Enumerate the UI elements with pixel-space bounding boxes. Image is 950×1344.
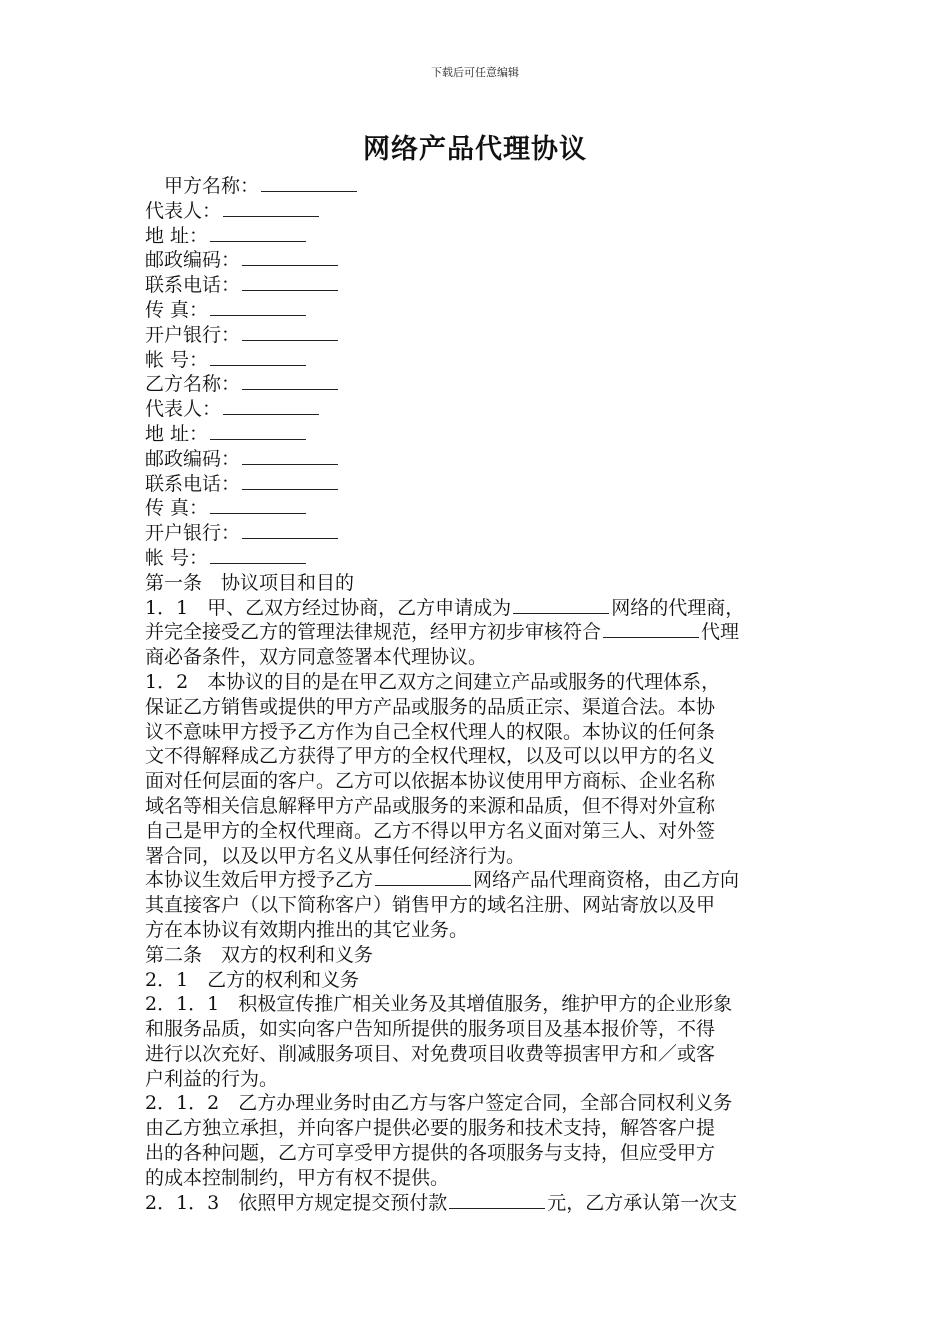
party-b-bank-label: 开户银行：	[145, 522, 241, 545]
party-a-rep-label: 代表人：	[145, 199, 222, 222]
document-body	[145, 174, 810, 1215]
party-a-account-label: 帐 号：	[145, 348, 209, 371]
clause-text: 并完全接受乙方的管理法律规范，经甲方初步审核符合	[145, 621, 602, 644]
blank-field	[242, 448, 338, 465]
section-2-1-heading: 2．1 乙方的权利和义务	[145, 968, 360, 991]
clause-text: 元，乙方承认第一次支	[547, 1191, 738, 1214]
clause-2-1-1-line-1: 2．1．1 积极宣传推广相关业务及其增值服务，维护甲方的企业形象	[145, 993, 733, 1016]
clause-1-2-line-5: 面对任何层面的客户。乙方可以依据本协议使用甲方商标、企业名称	[145, 770, 716, 793]
clause-text: 本协议生效后甲方授予乙方	[145, 869, 374, 892]
blank-field	[375, 869, 471, 886]
clause-1-2-line-2: 保证乙方销售或提供的甲方产品或服务的品质正宗、渠道合法。本协	[145, 695, 716, 718]
party-b-phone-label: 联系电话：	[145, 472, 241, 495]
party-b-rep-label: 代表人：	[145, 398, 222, 421]
party-a-fax-label: 传 真：	[145, 298, 209, 321]
party-b-rep-line	[145, 397, 810, 422]
blank-field	[210, 299, 306, 316]
party-a-phone-line	[145, 273, 810, 298]
party-a-bank-line	[145, 323, 810, 348]
party-a-postcode-line	[145, 248, 810, 273]
clause-1-2-line-3: 议不意味甲方授予乙方作为自己全权代理人的权限。本协议的任何条	[145, 720, 716, 743]
blank-field	[513, 597, 609, 614]
blank-field	[242, 373, 338, 390]
clause-1-1-line-3: 商必备条件，双方同意签署本代理协议。	[145, 646, 488, 669]
clause-1-2-line-8: 署合同，以及以甲方名义从事任何经济行为。	[145, 844, 526, 867]
clause-2-1-1-line-2: 和服务品质，如实向客户告知所提供的服务项目及基本报价等，不得	[145, 1018, 716, 1041]
blank-field	[210, 547, 306, 564]
party-a-name-line	[145, 174, 810, 199]
clause-2-1-2-line-3: 出的各种问题，乙方可享受甲方提供的各项服务与支持，但应受甲方	[145, 1142, 716, 1165]
clause-2-1-2-line-2: 由乙方独立承担，并向客户提供必要的服务和技术支持，解答客户提	[145, 1117, 716, 1140]
article-1-heading: 第一条 协议项目和目的	[145, 571, 355, 594]
party-b-name-label: 乙方名称：	[145, 373, 241, 396]
grant-line-1	[145, 868, 810, 893]
blank-field	[223, 398, 319, 415]
clause-2-1-2-line-1: 2．1．2 乙方办理业务时由乙方与客户签定合同，全部合同权利义务	[145, 1092, 733, 1115]
clause-1-2-line-1: 1．2 本协议的目的是在甲乙双方之间建立产品或服务的代理体系，	[145, 670, 721, 693]
blank-field	[210, 497, 306, 514]
party-a-address-label: 地 址：	[145, 224, 209, 247]
party-b-address-label: 地 址：	[145, 422, 209, 445]
clause-text: 网络的代理商，	[611, 596, 745, 619]
clause-text: 代理	[701, 621, 740, 644]
party-b-postcode-line	[145, 447, 810, 472]
party-b-phone-line	[145, 472, 810, 497]
party-b-bank-line	[145, 521, 810, 546]
clause-text: 2．1．3 依照甲方规定提交预付款	[145, 1191, 448, 1214]
clause-2-1-2-line-4: 的成本控制制约，甲方有权不提供。	[145, 1166, 450, 1189]
party-b-address-line	[145, 422, 810, 447]
blank-field	[242, 324, 338, 341]
blank-field	[210, 349, 306, 366]
blank-field	[223, 200, 319, 217]
blank-field	[449, 1192, 545, 1209]
clause-1-2-line-6: 域名等相关信息解释甲方产品或服务的来源和品质，但不得对外宣称	[145, 794, 716, 817]
party-a-rep-line	[145, 199, 810, 224]
clause-text: 网络产品代理商资格，由乙方向	[473, 869, 740, 892]
blank-field	[242, 274, 338, 291]
party-b-postcode-label: 邮政编码：	[145, 447, 241, 470]
document-title: 网络产品代理协议	[363, 134, 587, 165]
party-b-account-line	[145, 546, 810, 571]
party-a-account-line	[145, 348, 810, 373]
party-a-name-label: 甲方名称：	[164, 175, 260, 197]
party-a-postcode-label: 邮政编码：	[145, 249, 241, 272]
clause-2-1-1-line-3: 进行以次充好、削减服务项目、对免费项目收费等损害甲方和／或客	[145, 1042, 716, 1065]
clause-2-1-3-line-1	[145, 1191, 810, 1216]
party-a-bank-label: 开户银行：	[145, 323, 241, 346]
party-b-name-line	[145, 372, 810, 397]
blank-field	[603, 621, 699, 638]
blank-field	[242, 249, 338, 266]
blank-field	[242, 522, 338, 539]
clause-1-2-line-7: 自己是甲方的全权代理商。乙方不得以甲方名义面对第三人、对外签	[145, 819, 716, 842]
clause-1-1-line-2	[145, 620, 810, 645]
clause-1-2-line-4: 文不得解释成乙方获得了甲方的全权代理权，以及可以以甲方的名义	[145, 745, 716, 768]
party-b-account-label: 帐 号：	[145, 546, 209, 569]
blank-field	[210, 225, 306, 242]
clause-text: 1．1 甲、乙双方经过协商，乙方申请成为	[145, 596, 512, 619]
grant-line-2: 其直接客户（以下简称客户）销售甲方的域名注册、网站寄放以及甲	[145, 894, 716, 917]
clause-1-1-line-1	[145, 596, 810, 621]
clause-2-1-1-line-4: 户利益的行为。	[145, 1067, 279, 1090]
blank-field	[210, 423, 306, 440]
party-a-phone-label: 联系电话：	[145, 274, 241, 297]
blank-field	[261, 175, 357, 192]
grant-line-3: 方在本协议有效期内推出的其它业务。	[145, 918, 469, 941]
party-b-fax-line	[145, 496, 810, 521]
party-a-fax-line	[145, 298, 810, 323]
party-b-fax-label: 传 真：	[145, 497, 209, 520]
blank-field	[242, 473, 338, 490]
header-note: 下载后可任意编辑	[431, 66, 519, 79]
party-a-address-line	[145, 224, 810, 249]
article-2-heading: 第二条 双方的权利和义务	[145, 943, 374, 966]
